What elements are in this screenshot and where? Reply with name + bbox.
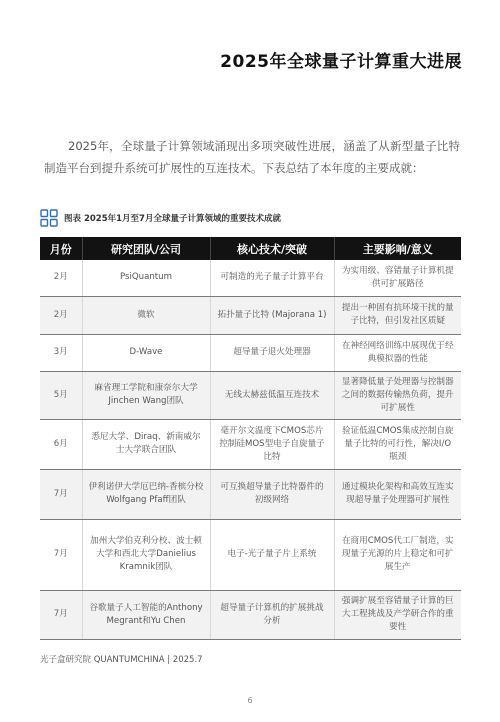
table-row — [40, 334, 461, 371]
cell-tech: 毫开尔文温度下CMOS芯片控制硅MOS型电子自旋量子比特 — [210, 419, 334, 469]
table-row — [40, 519, 461, 590]
cell-team: D-Wave — [82, 334, 210, 371]
cell-team: 悉尼大学、Diraq、新南威尔士大学联合团队 — [82, 419, 210, 469]
column-header-tech: 核心技术/突破 — [210, 237, 334, 260]
column-header-impact: 主要影响/意义 — [334, 237, 461, 260]
column-header-month: 月份 — [40, 237, 82, 260]
table-header-row — [40, 237, 461, 260]
cell-tech: 拓扑量子比特 (Majorana 1) — [210, 296, 334, 334]
table-row — [40, 469, 461, 519]
cell-impact: 为实用级、容错量子计算机提供可扩展路径 — [334, 260, 461, 296]
cell-month: 5月 — [40, 371, 82, 419]
cell-impact: 强调扩展至容错量子计算的巨大工程挑战及产学研合作的重要性 — [334, 590, 461, 639]
cell-impact: 显著降低量子处理器与控制器之间的数据传输热负荷，提升可扩展性 — [334, 371, 461, 419]
intro-paragraph: 2025年，全球量子计算领域涌现出多项突破性进展，涵盖了从新型量子比特制造平台到提升系统可扩展性的互连技术。下表总结了本年度的主要成就： — [44, 139, 460, 175]
cell-team: 微软 — [82, 296, 210, 334]
cell-month: 7月 — [40, 590, 82, 639]
cell-impact: 通过模块化架构和高效互连实现超导量子处理器可扩展性 — [334, 469, 461, 519]
cell-tech: 可制造的光子量子计算平台 — [210, 260, 334, 296]
cell-impact: 在商用CMOS代工厂制造，实现量子光源的片上稳定和可扩展生产 — [334, 519, 461, 590]
source-note: 光子盒研究院 QUANTUMCHINA | 2025.7 — [40, 655, 203, 665]
cell-month: 7月 — [40, 519, 82, 590]
achievements-table — [40, 237, 461, 640]
table-caption-text: 图表 2025年1月至7月全球量子计算领域的重要技术成就 — [64, 214, 281, 224]
cell-tech: 电子-光子量子片上系统 — [210, 519, 334, 590]
cell-impact: 验证低温CMOS集成控制自旋量子比特的可行性，解决I/O瓶颈 — [334, 419, 461, 469]
cell-tech: 超导量子计算机的扩展挑战分析 — [210, 590, 334, 639]
table-row — [40, 590, 461, 639]
cell-month: 6月 — [40, 419, 82, 469]
page-title: 2025年全球量子计算重大进展 — [220, 52, 462, 72]
cell-team: PsiQuantum — [82, 260, 210, 296]
table-row — [40, 371, 461, 419]
column-header-team: 研究团队/公司 — [82, 237, 210, 260]
table-row — [40, 296, 461, 334]
cell-tech: 无线太赫兹低温互连技术 — [210, 371, 334, 419]
cell-tech: 可互换超导量子比特器件的初级网络 — [210, 469, 334, 519]
cell-team: 加州大学伯克利分校、波士顿大学和西北大学Danielius Kramnik团队 — [82, 519, 210, 590]
cell-team: 麻省理工学院和康奈尔大学Jinchen Wang团队 — [82, 371, 210, 419]
cell-team: 谷歌量子人工智能的Anthony Megrant和Yu Chen — [82, 590, 210, 639]
cell-team: 伊利诺伊大学厄巴纳-香槟分校Wolfgang Pfaff团队 — [82, 469, 210, 519]
table-caption — [40, 208, 281, 228]
cell-impact: 在神经网络训练中展现优于经典模拟器的性能 — [334, 334, 461, 371]
cell-month: 3月 — [40, 334, 82, 371]
cell-month: 7月 — [40, 469, 82, 519]
cell-tech: 超导量子退火处理器 — [210, 334, 334, 371]
page-number: 6 — [247, 696, 253, 705]
cell-month: 2月 — [40, 260, 82, 296]
cell-impact: 提出一种固有抗环境干扰的量子比特，但引发社区质疑 — [334, 296, 461, 334]
table-row — [40, 260, 461, 296]
cell-month: 2月 — [40, 296, 82, 334]
table-row — [40, 419, 461, 469]
grid-icon — [40, 209, 58, 227]
